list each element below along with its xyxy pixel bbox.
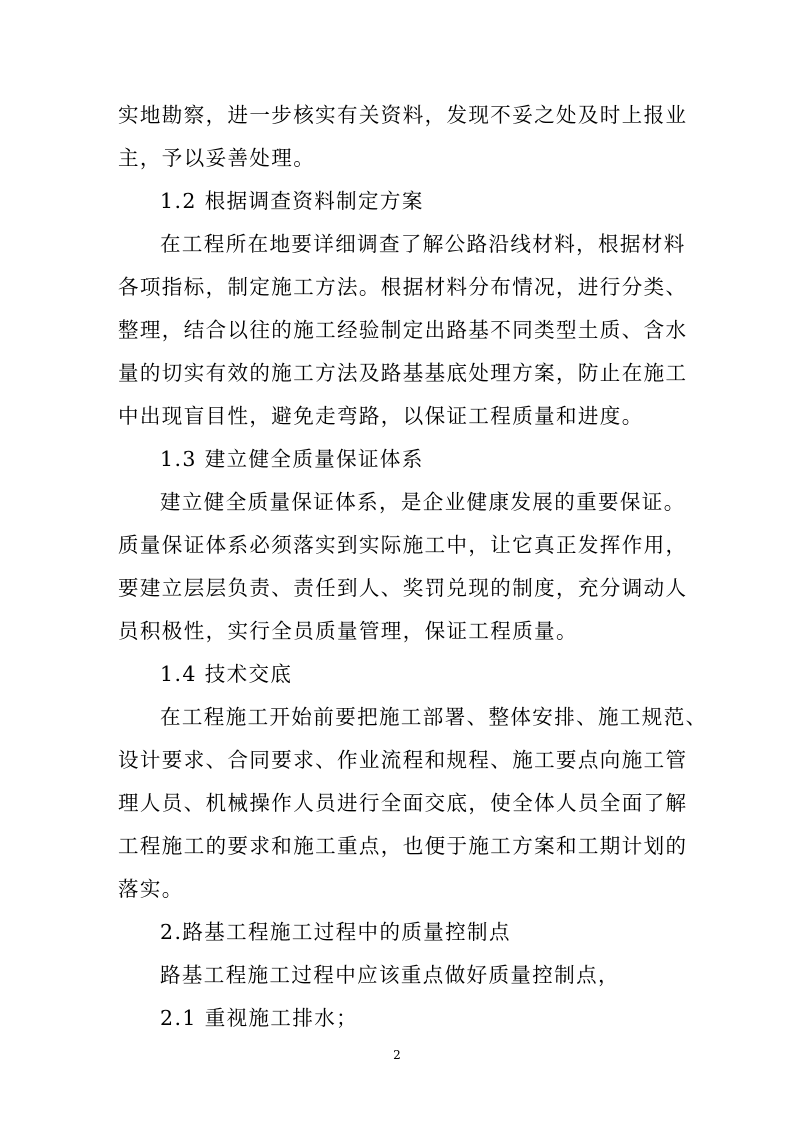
body-text-line: 主，予以妥善处理。 <box>118 146 316 170</box>
section-heading: 2.路基工程施工过程中的质量控制点 <box>160 920 511 944</box>
body-text-line: 中出现盲目性，避免走弯路，以保证工程质量和进度。 <box>118 404 644 428</box>
body-text-line: 设计要求、合同要求、作业流程和规程、施工要点向施工管 <box>118 748 688 772</box>
section-heading: 1.2 根据调查资料制定方案 <box>160 189 424 213</box>
body-text-line: 路基工程施工过程中应该重点做好质量控制点， <box>160 963 620 987</box>
body-text-line: 在工程所在地要详细调查了解公路沿线材料，根据材料 <box>160 232 686 256</box>
page-number: 2 <box>393 1048 401 1062</box>
section-heading: 2.1 重视施工排水； <box>160 1006 359 1030</box>
body-text-line: 落实。 <box>118 877 184 901</box>
body-text-line: 建立健全质量保证体系，是企业健康发展的重要保证。 <box>160 490 686 514</box>
body-text-line: 整理，结合以往的施工经验制定出路基不同类型土质、含水 <box>118 318 688 342</box>
body-text-line: 理人员、机械操作人员进行全面交底，使全体人员全面了解 <box>118 791 688 815</box>
section-heading: 1.4 技术交底 <box>160 662 293 686</box>
body-text-line: 质量保证体系必须落实到实际施工中，让它真正发挥作用， <box>118 533 688 557</box>
body-text-line: 要建立层层负责、责任到人、奖罚兑现的制度，充分调动人 <box>118 576 688 600</box>
body-text-line: 量的切实有效的施工方法及路基基底处理方案，防止在施工 <box>118 361 688 385</box>
body-text-line: 工程施工的要求和施工重点，也便于施工方案和工期计划的 <box>118 834 688 858</box>
body-text-line: 员积极性，实行全员质量管理，保证工程质量。 <box>118 619 578 643</box>
section-heading: 1.3 建立健全质量保证体系 <box>160 447 424 471</box>
body-text-line: 在工程施工开始前要把施工部署、整体安排、施工规范、 <box>160 705 708 729</box>
body-text-line: 各项指标，制定施工方法。根据材料分布情况，进行分类、 <box>118 275 688 299</box>
body-text-line: 实地勘察，进一步核实有关资料，发现不妥之处及时上报业 <box>118 103 688 127</box>
